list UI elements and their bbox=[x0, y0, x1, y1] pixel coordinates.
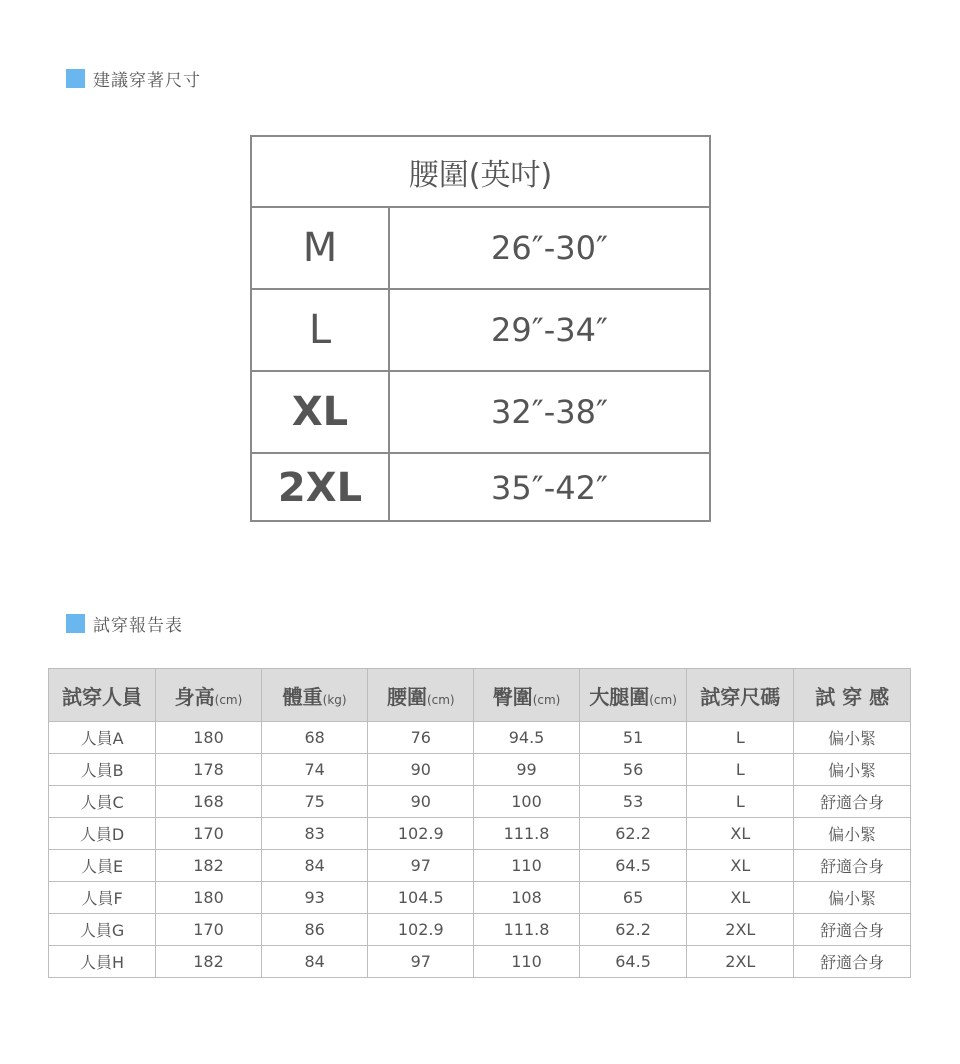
table-cell: 偏小緊 bbox=[794, 882, 911, 914]
size-row bbox=[252, 208, 709, 290]
table-cell: 90 bbox=[368, 786, 474, 818]
column-unit: (cm) bbox=[214, 692, 243, 707]
table-cell: 人員H bbox=[49, 946, 156, 978]
size-section-title: 建議穿著尺寸 bbox=[93, 71, 201, 91]
size-row bbox=[252, 454, 709, 522]
size-section-heading bbox=[66, 66, 201, 91]
table-row bbox=[49, 754, 911, 786]
table-cell: XL bbox=[687, 850, 794, 882]
blue-square-icon bbox=[66, 69, 85, 88]
column-header bbox=[368, 669, 474, 722]
table-cell: 75 bbox=[261, 786, 368, 818]
column-label: 腰圍 bbox=[386, 684, 427, 709]
table-row bbox=[49, 786, 911, 818]
table-cell: 舒適合身 bbox=[794, 914, 911, 946]
size-label: L bbox=[252, 290, 390, 370]
column-unit: (cm) bbox=[532, 692, 561, 707]
table-cell: 178 bbox=[156, 754, 262, 786]
table-cell: 65 bbox=[579, 882, 686, 914]
table-row bbox=[49, 722, 911, 754]
table-cell: 76 bbox=[368, 722, 474, 754]
table-cell: 170 bbox=[156, 914, 262, 946]
report-section-heading bbox=[66, 611, 183, 636]
size-range: 35″-42″ bbox=[491, 469, 608, 507]
table-cell: XL bbox=[687, 882, 794, 914]
column-unit: (cm) bbox=[426, 692, 455, 707]
column-header bbox=[49, 669, 156, 722]
size-range: 32″-38″ bbox=[491, 393, 608, 431]
column-header bbox=[474, 669, 580, 722]
table-cell: 62.2 bbox=[579, 818, 686, 850]
table-cell: 偏小緊 bbox=[794, 818, 911, 850]
column-label: 身高 bbox=[174, 684, 215, 709]
column-header bbox=[794, 669, 911, 722]
table-cell: 111.8 bbox=[474, 818, 580, 850]
table-cell: L bbox=[687, 754, 794, 786]
table-cell: 110 bbox=[474, 946, 580, 978]
table-cell: L bbox=[687, 786, 794, 818]
size-row bbox=[252, 372, 709, 454]
column-header bbox=[579, 669, 686, 722]
column-label: 試穿人員 bbox=[62, 684, 143, 709]
table-cell: 180 bbox=[156, 722, 262, 754]
table-cell: 人員D bbox=[49, 818, 156, 850]
table-row bbox=[49, 850, 911, 882]
table-cell: 人員G bbox=[49, 914, 156, 946]
table-cell: 2XL bbox=[687, 914, 794, 946]
column-label: 臀圍 bbox=[492, 684, 533, 709]
table-cell: XL bbox=[687, 818, 794, 850]
table-cell: L bbox=[687, 722, 794, 754]
table-cell: 舒適合身 bbox=[794, 786, 911, 818]
table-cell: 64.5 bbox=[579, 850, 686, 882]
table-cell: 人員B bbox=[49, 754, 156, 786]
fitting-report-table bbox=[48, 668, 911, 978]
table-cell: 偏小緊 bbox=[794, 722, 911, 754]
table-cell: 93 bbox=[261, 882, 368, 914]
table-row bbox=[49, 914, 911, 946]
report-header-row bbox=[49, 669, 911, 722]
table-row bbox=[49, 818, 911, 850]
column-unit: (kg) bbox=[322, 692, 347, 707]
table-cell: 64.5 bbox=[579, 946, 686, 978]
table-cell: 110 bbox=[474, 850, 580, 882]
column-header bbox=[156, 669, 262, 722]
table-cell: 62.2 bbox=[579, 914, 686, 946]
report-body bbox=[49, 722, 911, 978]
column-label: 大腿圍 bbox=[589, 684, 650, 709]
table-cell: 94.5 bbox=[474, 722, 580, 754]
table-cell: 99 bbox=[474, 754, 580, 786]
table-cell: 102.9 bbox=[368, 914, 474, 946]
table-cell: 90 bbox=[368, 754, 474, 786]
size-label: M bbox=[252, 208, 390, 288]
table-cell: 97 bbox=[368, 946, 474, 978]
table-cell: 104.5 bbox=[368, 882, 474, 914]
column-label: 試 穿 感 bbox=[815, 684, 890, 709]
table-cell: 舒適合身 bbox=[794, 850, 911, 882]
table-row bbox=[49, 946, 911, 978]
table-cell: 2XL bbox=[687, 946, 794, 978]
table-cell: 102.9 bbox=[368, 818, 474, 850]
size-range: 29″-34″ bbox=[491, 311, 608, 349]
blue-square-icon bbox=[66, 614, 85, 633]
size-label: XL bbox=[252, 372, 390, 452]
table-cell: 人員F bbox=[49, 882, 156, 914]
column-label: 體重 bbox=[282, 684, 323, 709]
table-cell: 51 bbox=[579, 722, 686, 754]
table-cell: 84 bbox=[261, 850, 368, 882]
report-section-title: 試穿報告表 bbox=[93, 616, 183, 636]
column-header bbox=[687, 669, 794, 722]
table-cell: 人員E bbox=[49, 850, 156, 882]
table-cell: 偏小緊 bbox=[794, 754, 911, 786]
table-cell: 人員A bbox=[49, 722, 156, 754]
size-label: 2XL bbox=[252, 454, 390, 522]
table-cell: 68 bbox=[261, 722, 368, 754]
table-cell: 168 bbox=[156, 786, 262, 818]
table-cell: 182 bbox=[156, 946, 262, 978]
column-header bbox=[261, 669, 368, 722]
table-cell: 97 bbox=[368, 850, 474, 882]
table-cell: 170 bbox=[156, 818, 262, 850]
table-cell: 人員C bbox=[49, 786, 156, 818]
table-cell: 74 bbox=[261, 754, 368, 786]
size-table-header: 腰圍(英吋) bbox=[252, 137, 709, 208]
table-cell: 100 bbox=[474, 786, 580, 818]
table-cell: 180 bbox=[156, 882, 262, 914]
table-cell: 182 bbox=[156, 850, 262, 882]
table-cell: 84 bbox=[261, 946, 368, 978]
table-cell: 舒適合身 bbox=[794, 946, 911, 978]
table-cell: 53 bbox=[579, 786, 686, 818]
table-cell: 108 bbox=[474, 882, 580, 914]
size-table bbox=[250, 135, 711, 522]
column-label: 試穿尺碼 bbox=[700, 684, 781, 709]
table-cell: 83 bbox=[261, 818, 368, 850]
table-cell: 56 bbox=[579, 754, 686, 786]
size-row bbox=[252, 290, 709, 372]
table-cell: 111.8 bbox=[474, 914, 580, 946]
column-unit: (cm) bbox=[649, 692, 677, 707]
table-cell: 86 bbox=[261, 914, 368, 946]
table-row bbox=[49, 882, 911, 914]
size-range: 26″-30″ bbox=[491, 229, 608, 267]
